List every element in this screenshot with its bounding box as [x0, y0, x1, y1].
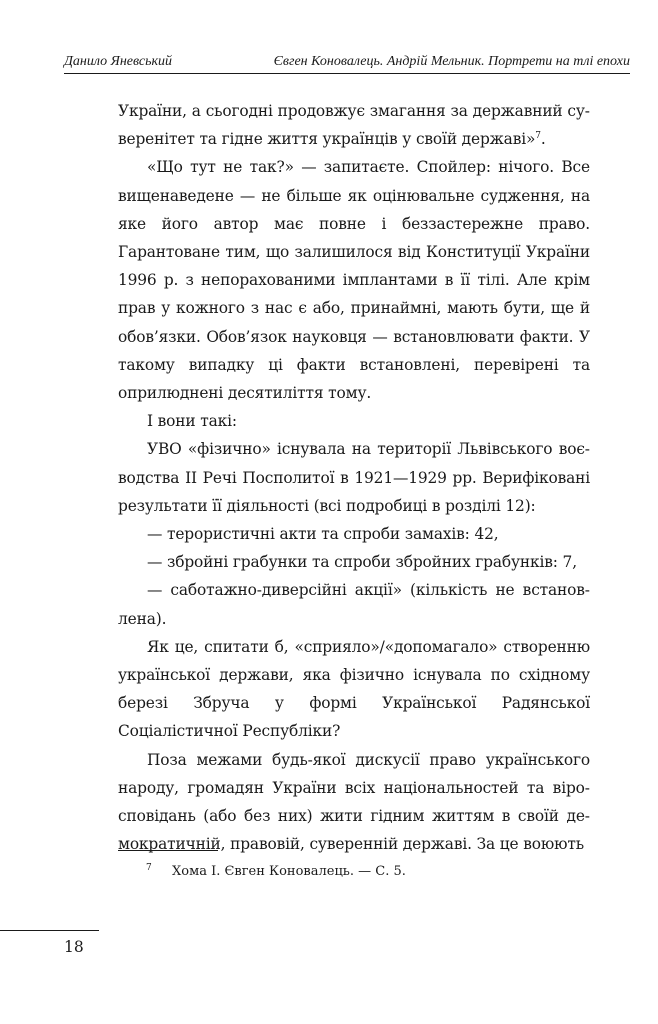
- paragraph: Поза межами будь-якої дискусії право українського народу, громадян України всіх національностей та віросповідань (або без них) жити гідним життям в своїй демократичній, правовій, суверенній державі. За це воюють: [118, 750, 590, 854]
- list-item: — саботажно-диверсійні акції» (кількість не встановлена).: [118, 581, 590, 628]
- footnote-reference: 7: [535, 131, 541, 142]
- footnote: [146, 859, 586, 881]
- page-number: 18: [64, 938, 84, 956]
- paragraph-continuation: України, а сьогодні продовжує змагання за державний суверенітет та гідне життя українців у своїй державі»$^7$.: [118, 102, 590, 149]
- header-rule: [64, 73, 630, 74]
- body-text: [118, 97, 590, 858]
- running-head: [64, 52, 630, 72]
- running-head-title: Євген Коновалець. Андрій Мельник. Портрети на тлі епохи: [273, 54, 630, 69]
- paragraph-text: України, а сьогодні продовжує змагання за державний суверенітет та гідне життя українців у своїй державі»: [118, 102, 590, 149]
- paragraph: УВО «фізично» існувала на території Львівського воєводства ІІ Речі Посполитої в 1921—1929 рр. Верифіковані результати її діяльності (всі подробиці в розділі 12):: [118, 440, 590, 515]
- paragraph: І вони такі:: [147, 412, 237, 431]
- footnote-number: 7: [146, 863, 152, 873]
- paragraph: Як це, спитати б, «сприяло»/«допомагало» створенню української держави, яка фізично існувала по східному березі Збруча у формі Української Радянської Соціалістичної Республіки?: [118, 637, 590, 741]
- list-item: — збройні грабунки та спроби збройних грабунків: 7,: [147, 553, 577, 572]
- running-head-author: Данило Яневський: [64, 54, 173, 69]
- page-number-rule: [0, 930, 99, 931]
- list-item: — терористичні акти та спроби замахів: 42,: [147, 525, 499, 544]
- footnote-text: Хома І. Євген Коновалець. — С. 5.: [172, 864, 406, 879]
- footnote-rule: [118, 850, 218, 851]
- paragraph: «Що тут не так?» — запитаєте. Спойлер: нічого. Все вищенаведене — не більше як оцінювальне судження, на яке його автор має повне і беззастережне право. Гарантоване тим, що залишилося від Конституції України 1996 р. з непорахованими імплантами в її тілі. Але крім прав у кожного з нас є або, принаймні, мають бути, ще й обов’язки. Обов’язок науковця — встановлювати факти. У такому випадку ці факти встановлені, перевірені та оприлюднені десятиліття тому.: [118, 158, 590, 403]
